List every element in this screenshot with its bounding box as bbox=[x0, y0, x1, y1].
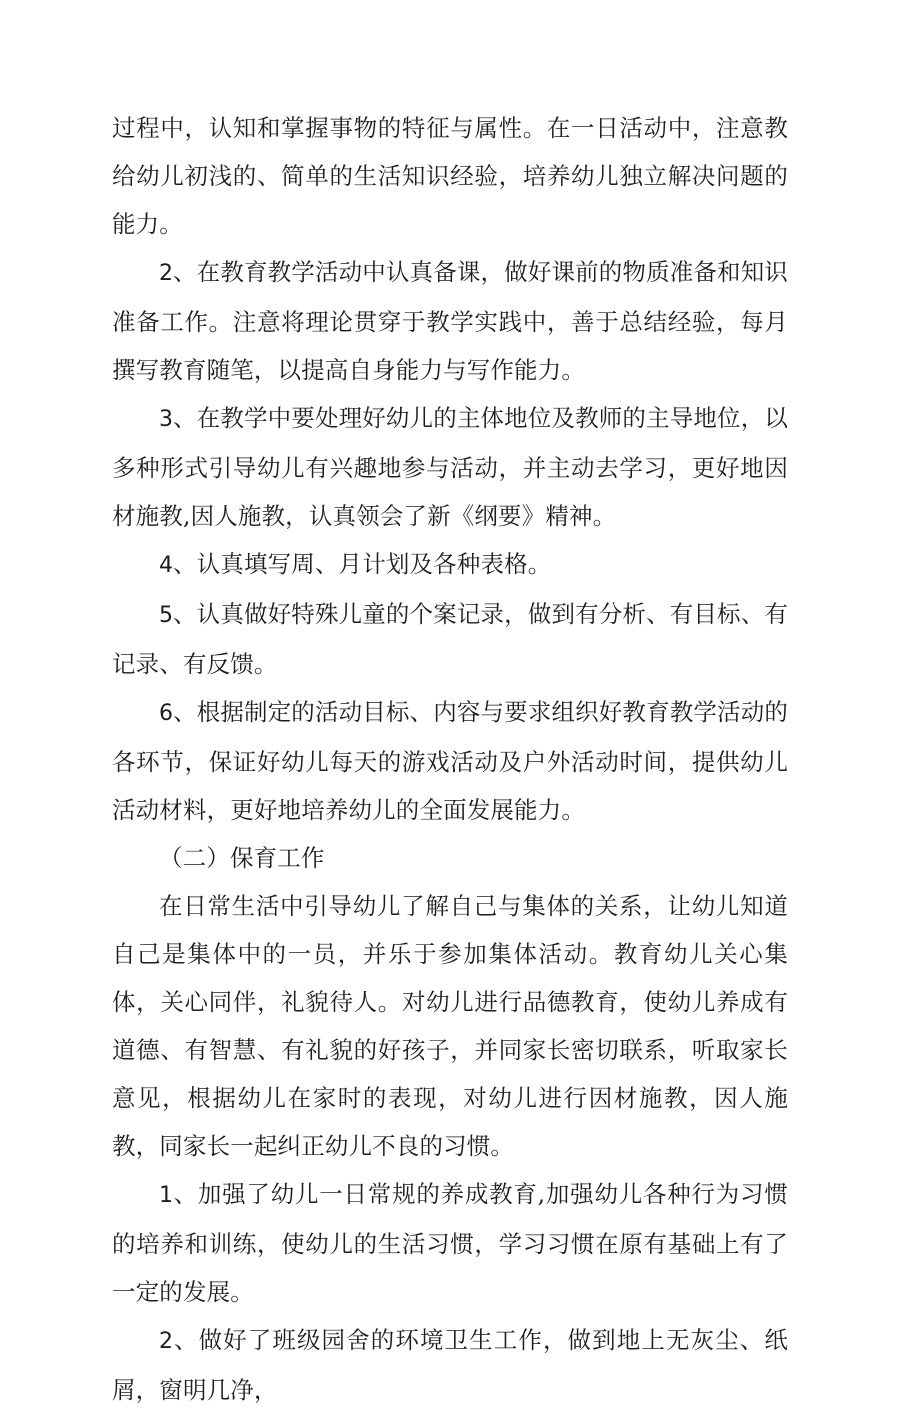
item-text-2b: 做好了班级园舍的环境卫生工作，做到地上无灰尘、纸屑，窗明几净， bbox=[112, 1326, 788, 1404]
numbered-item-3-student-teacher-roles bbox=[112, 394, 788, 540]
numbered-item-1-daily-routine-habits bbox=[112, 1170, 788, 1316]
numbered-item-6-activity-organization bbox=[112, 688, 788, 834]
item-separator-2: 、 bbox=[173, 258, 197, 286]
item-marker-4: 4 bbox=[159, 553, 173, 578]
numbered-item-4-plans-and-forms bbox=[112, 540, 788, 590]
numbered-item-5-special-children-records bbox=[112, 590, 788, 688]
item-text-1b: 加强了幼儿一日常规的养成教育,加强幼儿各种行为习惯的培养和训练，使幼儿的生活习惯，学习习惯在原有基础上有了一定的发展。 bbox=[112, 1180, 788, 1306]
item-marker-6: 6 bbox=[159, 701, 173, 726]
item-marker-5: 5 bbox=[159, 603, 173, 628]
numbered-item-2-teaching-preparation bbox=[112, 248, 788, 394]
item-marker-2: 2 bbox=[159, 261, 173, 286]
item-marker-3: 3 bbox=[159, 407, 173, 432]
item-text-5: 认真做好特殊儿童的个案记录，做到有分析、有目标、有记录、有反馈。 bbox=[112, 600, 789, 678]
item-separator-6: 、 bbox=[173, 698, 197, 726]
item-separator-4: 、 bbox=[173, 550, 197, 578]
item-text-4: 认真填写周、月计划及各种表格。 bbox=[196, 550, 552, 578]
item-text-6: 根据制定的活动目标、内容与要求组织好教育教学活动的各环节，保证好幼儿每天的游戏活动及户外活动时间，提供幼儿活动材料，更好地培养幼儿的全面发展能力。 bbox=[112, 698, 789, 824]
item-text-3: 在教学中要处理好幼儿的主体地位及教师的主导地位，以多种形式引导幼儿有兴趣地参与活动，并主动去学习，更好地因材施教,因人施教，认真领会了新《纲要》精神。 bbox=[112, 404, 789, 530]
item-separator-1b: 、 bbox=[173, 1180, 198, 1208]
paragraph-continued-from-previous-page: 过程中，认知和掌握事物的特征与属性。在一日活动中，注意教给幼儿初浅的、简单的生活知识经验，培养幼儿独立解决问题的能力。 bbox=[112, 114, 788, 238]
item-separator-2b: 、 bbox=[173, 1326, 199, 1354]
item-separator-3: 、 bbox=[173, 404, 197, 432]
paragraph-daily-life-collective: 在日常生活中引导幼儿了解自己与集体的关系，让幼儿知道自己是集体中的一员，并乐于参加集体活动。教育幼儿关心集体，关心同伴，礼貌待人。对幼儿进行品德教育，使幼儿养成有道德、有智慧、有礼貌的好孩子，并同家长密切联系，听取家长意见，根据幼儿在家时的表现，对幼儿进行因材施教，因人施教，同家长一起纠正幼儿不良的习惯。 bbox=[112, 892, 788, 1160]
item-text-2: 在教育教学活动中认真备课，做好课前的物质准备和知识准备工作。注意将理论贯穿于教学实践中，善于总结经验，每月撰写教育随笔，以提高自身能力与写作能力。 bbox=[112, 258, 789, 384]
item-marker-1b: 1 bbox=[159, 1183, 173, 1208]
document-body bbox=[112, 104, 788, 1414]
numbered-item-2-classroom-hygiene bbox=[112, 1316, 788, 1414]
section-heading-childcare-work: （二）保育工作 bbox=[159, 844, 325, 872]
item-separator-5: 、 bbox=[173, 600, 197, 628]
item-marker-2b: 2 bbox=[159, 1329, 173, 1354]
